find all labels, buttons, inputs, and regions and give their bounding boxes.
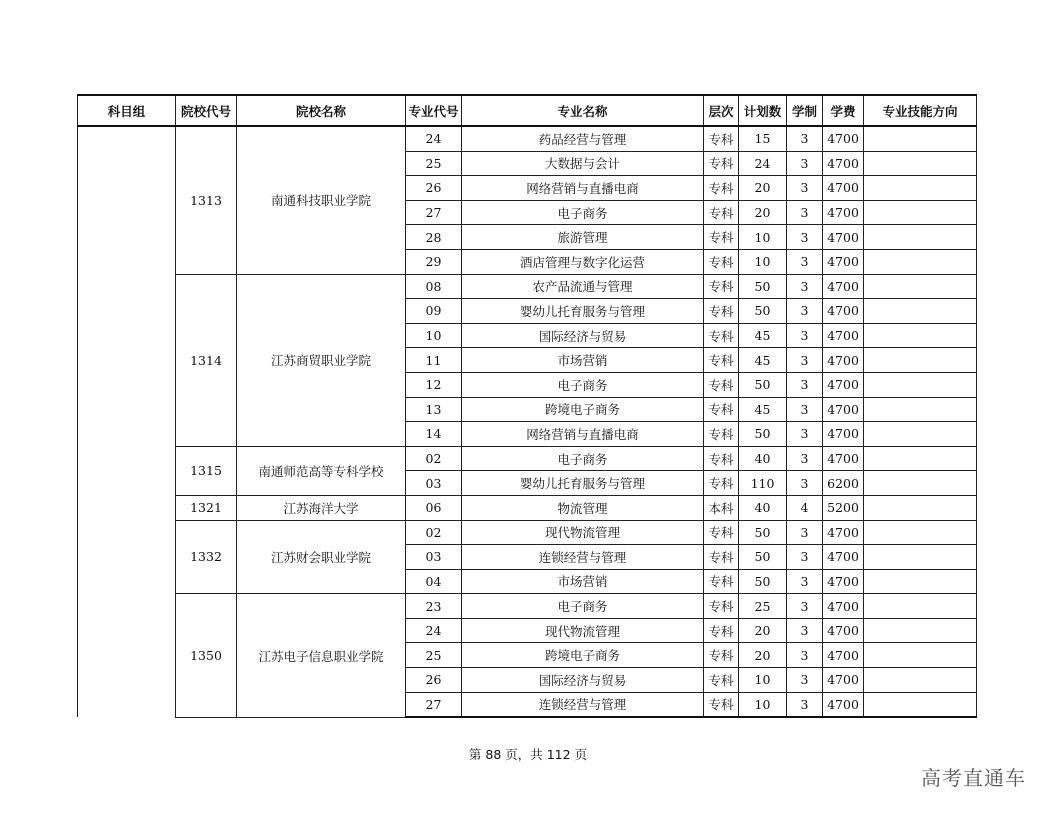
level-cell: 专科 [704, 569, 739, 594]
major-code-cell: 26 [406, 668, 462, 693]
tuition-cell: 4700 [823, 594, 864, 619]
duration-cell: 3 [787, 200, 823, 225]
major-code-cell: 03 [406, 545, 462, 570]
skill-direction-cell [864, 618, 977, 643]
tuition-cell: 4700 [823, 545, 864, 570]
school-code-cell: 1350 [176, 594, 237, 717]
major-name-cell: 国际经济与贸易 [462, 668, 704, 693]
major-code-cell: 03 [406, 471, 462, 496]
table-row [78, 446, 977, 471]
duration-cell: 3 [787, 299, 823, 324]
duration-cell: 3 [787, 348, 823, 373]
major-code-cell: 27 [406, 200, 462, 225]
plan-count-cell: 50 [739, 274, 787, 299]
major-name-cell: 现代物流管理 [462, 618, 704, 643]
duration-cell: 3 [787, 323, 823, 348]
major-name-cell: 酒店管理与数字化运营 [462, 249, 704, 274]
duration-cell: 3 [787, 594, 823, 619]
level-cell: 专科 [704, 176, 739, 201]
tuition-cell: 4700 [823, 249, 864, 274]
skill-direction-cell [864, 569, 977, 594]
plan-count-cell: 45 [739, 348, 787, 373]
watermark-text: 高考直通车 [921, 766, 1026, 790]
header-duration: 学制 [787, 95, 823, 126]
school-name-cell: 江苏财会职业学院 [237, 520, 406, 594]
skill-direction-cell [864, 126, 977, 151]
table-row [78, 520, 977, 545]
duration-cell: 3 [787, 151, 823, 176]
major-name-cell: 物流管理 [462, 495, 704, 520]
tuition-cell: 4700 [823, 299, 864, 324]
duration-cell: 3 [787, 520, 823, 545]
duration-cell: 3 [787, 422, 823, 447]
skill-direction-cell [864, 520, 977, 545]
school-code-cell: 1315 [176, 446, 237, 495]
major-code-cell: 24 [406, 618, 462, 643]
major-code-cell: 12 [406, 372, 462, 397]
header-major-code: 专业代号 [406, 95, 462, 126]
major-name-cell: 电子商务 [462, 446, 704, 471]
duration-cell: 3 [787, 643, 823, 668]
major-code-cell: 14 [406, 422, 462, 447]
level-cell: 专科 [704, 274, 739, 299]
plan-count-cell: 45 [739, 323, 787, 348]
major-name-cell: 旅游管理 [462, 225, 704, 250]
skill-direction-cell [864, 225, 977, 250]
tuition-cell: 4700 [823, 446, 864, 471]
duration-cell: 3 [787, 372, 823, 397]
duration-cell: 3 [787, 446, 823, 471]
skill-direction-cell [864, 668, 977, 693]
level-cell: 专科 [704, 200, 739, 225]
duration-cell: 3 [787, 249, 823, 274]
school-code-cell: 1321 [176, 495, 237, 520]
major-code-cell: 06 [406, 495, 462, 520]
header-major-name: 专业名称 [462, 95, 704, 126]
duration-cell: 3 [787, 176, 823, 201]
level-cell: 专科 [704, 348, 739, 373]
level-cell: 专科 [704, 126, 739, 151]
major-name-cell: 连锁经营与管理 [462, 692, 704, 717]
level-cell: 专科 [704, 594, 739, 619]
major-code-cell: 13 [406, 397, 462, 422]
tuition-cell: 4700 [823, 372, 864, 397]
major-name-cell: 市场营销 [462, 569, 704, 594]
major-code-cell: 23 [406, 594, 462, 619]
duration-cell: 3 [787, 397, 823, 422]
plan-count-cell: 24 [739, 151, 787, 176]
level-cell: 专科 [704, 151, 739, 176]
major-name-cell: 现代物流管理 [462, 520, 704, 545]
level-cell: 专科 [704, 397, 739, 422]
skill-direction-cell [864, 176, 977, 201]
table-row [78, 126, 977, 151]
plan-count-cell: 20 [739, 176, 787, 201]
major-code-cell: 25 [406, 151, 462, 176]
skill-direction-cell [864, 446, 977, 471]
table-body [78, 126, 977, 717]
level-cell: 专科 [704, 299, 739, 324]
level-cell: 专科 [704, 692, 739, 717]
skill-direction-cell [864, 323, 977, 348]
level-cell: 专科 [704, 225, 739, 250]
major-code-cell: 29 [406, 249, 462, 274]
skill-direction-cell [864, 151, 977, 176]
header-subject-group: 科目组 [78, 95, 176, 126]
table-header-row [78, 95, 977, 126]
school-code-cell: 1314 [176, 274, 237, 446]
school-name-cell: 江苏商贸职业学院 [237, 274, 406, 446]
major-code-cell: 02 [406, 446, 462, 471]
tuition-cell: 4700 [823, 668, 864, 693]
level-cell: 专科 [704, 446, 739, 471]
duration-cell: 4 [787, 495, 823, 520]
school-name-cell: 南通科技职业学院 [237, 126, 406, 274]
school-name-cell: 江苏海洋大学 [237, 495, 406, 520]
major-code-cell: 08 [406, 274, 462, 299]
major-name-cell: 国际经济与贸易 [462, 323, 704, 348]
school-name-cell: 南通师范高等专科学校 [237, 446, 406, 495]
plan-count-cell: 15 [739, 126, 787, 151]
header-plan-count: 计划数 [739, 95, 787, 126]
level-cell: 专科 [704, 249, 739, 274]
level-cell: 专科 [704, 520, 739, 545]
plan-count-cell: 50 [739, 299, 787, 324]
level-cell: 专科 [704, 545, 739, 570]
tuition-cell: 4700 [823, 692, 864, 717]
plan-count-cell: 40 [739, 446, 787, 471]
skill-direction-cell [864, 348, 977, 373]
major-name-cell: 婴幼儿托育服务与管理 [462, 299, 704, 324]
skill-direction-cell [864, 372, 977, 397]
plan-count-cell: 110 [739, 471, 787, 496]
plan-count-cell: 20 [739, 643, 787, 668]
major-name-cell: 电子商务 [462, 372, 704, 397]
major-name-cell: 连锁经营与管理 [462, 545, 704, 570]
header-skill-direction: 专业技能方向 [864, 95, 977, 126]
table-row [78, 495, 977, 520]
header-school-name: 院校名称 [237, 95, 406, 126]
skill-direction-cell [864, 200, 977, 225]
major-code-cell: 28 [406, 225, 462, 250]
skill-direction-cell [864, 545, 977, 570]
plan-count-cell: 25 [739, 594, 787, 619]
skill-direction-cell [864, 692, 977, 717]
major-name-cell: 跨境电子商务 [462, 643, 704, 668]
skill-direction-cell [864, 299, 977, 324]
skill-direction-cell [864, 397, 977, 422]
duration-cell: 3 [787, 618, 823, 643]
duration-cell: 3 [787, 692, 823, 717]
major-code-cell: 04 [406, 569, 462, 594]
subject-group-cell [78, 126, 176, 717]
major-code-cell: 24 [406, 126, 462, 151]
tuition-cell: 4700 [823, 618, 864, 643]
duration-cell: 3 [787, 126, 823, 151]
header-school-code: 院校代号 [176, 95, 237, 126]
tuition-cell: 6200 [823, 471, 864, 496]
plan-count-cell: 45 [739, 397, 787, 422]
tuition-cell: 4700 [823, 151, 864, 176]
duration-cell: 3 [787, 471, 823, 496]
major-code-cell: 27 [406, 692, 462, 717]
skill-direction-cell [864, 643, 977, 668]
plan-count-cell: 20 [739, 618, 787, 643]
admission-plan-table [77, 94, 977, 718]
major-code-cell: 10 [406, 323, 462, 348]
duration-cell: 3 [787, 569, 823, 594]
major-name-cell: 电子商务 [462, 594, 704, 619]
tuition-cell: 4700 [823, 643, 864, 668]
table-row [78, 594, 977, 619]
duration-cell: 3 [787, 545, 823, 570]
duration-cell: 3 [787, 668, 823, 693]
tuition-cell: 4700 [823, 176, 864, 201]
plan-count-cell: 40 [739, 495, 787, 520]
skill-direction-cell [864, 274, 977, 299]
skill-direction-cell [864, 249, 977, 274]
major-name-cell: 跨境电子商务 [462, 397, 704, 422]
major-name-cell: 网络营销与直播电商 [462, 176, 704, 201]
plan-count-cell: 10 [739, 249, 787, 274]
major-code-cell: 09 [406, 299, 462, 324]
school-code-cell: 1313 [176, 126, 237, 274]
tuition-cell: 4700 [823, 569, 864, 594]
level-cell: 本科 [704, 495, 739, 520]
skill-direction-cell [864, 471, 977, 496]
major-name-cell: 农产品流通与管理 [462, 274, 704, 299]
level-cell: 专科 [704, 618, 739, 643]
level-cell: 专科 [704, 668, 739, 693]
tuition-cell: 4700 [823, 348, 864, 373]
table-row [78, 274, 977, 299]
level-cell: 专科 [704, 643, 739, 668]
major-name-cell: 电子商务 [462, 200, 704, 225]
plan-count-cell: 10 [739, 668, 787, 693]
tuition-cell: 4700 [823, 520, 864, 545]
tuition-cell: 4700 [823, 200, 864, 225]
header-level: 层次 [704, 95, 739, 126]
major-name-cell: 大数据与会计 [462, 151, 704, 176]
plan-count-cell: 10 [739, 692, 787, 717]
tuition-cell: 4700 [823, 323, 864, 348]
tuition-cell: 4700 [823, 397, 864, 422]
level-cell: 专科 [704, 323, 739, 348]
duration-cell: 3 [787, 274, 823, 299]
plan-count-cell: 50 [739, 372, 787, 397]
plan-count-cell: 50 [739, 545, 787, 570]
tuition-cell: 4700 [823, 225, 864, 250]
major-code-cell: 25 [406, 643, 462, 668]
level-cell: 专科 [704, 471, 739, 496]
major-code-cell: 02 [406, 520, 462, 545]
school-code-cell: 1332 [176, 520, 237, 594]
duration-cell: 3 [787, 225, 823, 250]
plan-count-cell: 50 [739, 520, 787, 545]
page-footer: 第 88 页，共 112 页 [468, 747, 588, 762]
tuition-cell: 4700 [823, 126, 864, 151]
skill-direction-cell [864, 495, 977, 520]
major-code-cell: 11 [406, 348, 462, 373]
plan-count-cell: 20 [739, 200, 787, 225]
skill-direction-cell [864, 594, 977, 619]
school-name-cell: 江苏电子信息职业学院 [237, 594, 406, 717]
major-name-cell: 婴幼儿托育服务与管理 [462, 471, 704, 496]
plan-count-cell: 10 [739, 225, 787, 250]
header-tuition: 学费 [823, 95, 864, 126]
major-name-cell: 网络营销与直播电商 [462, 422, 704, 447]
tuition-cell: 5200 [823, 495, 864, 520]
tuition-cell: 4700 [823, 274, 864, 299]
major-name-cell: 药品经营与管理 [462, 126, 704, 151]
tuition-cell: 4700 [823, 422, 864, 447]
level-cell: 专科 [704, 422, 739, 447]
level-cell: 专科 [704, 372, 739, 397]
plan-count-cell: 50 [739, 569, 787, 594]
plan-count-cell: 50 [739, 422, 787, 447]
major-name-cell: 市场营销 [462, 348, 704, 373]
skill-direction-cell [864, 422, 977, 447]
major-code-cell: 26 [406, 176, 462, 201]
